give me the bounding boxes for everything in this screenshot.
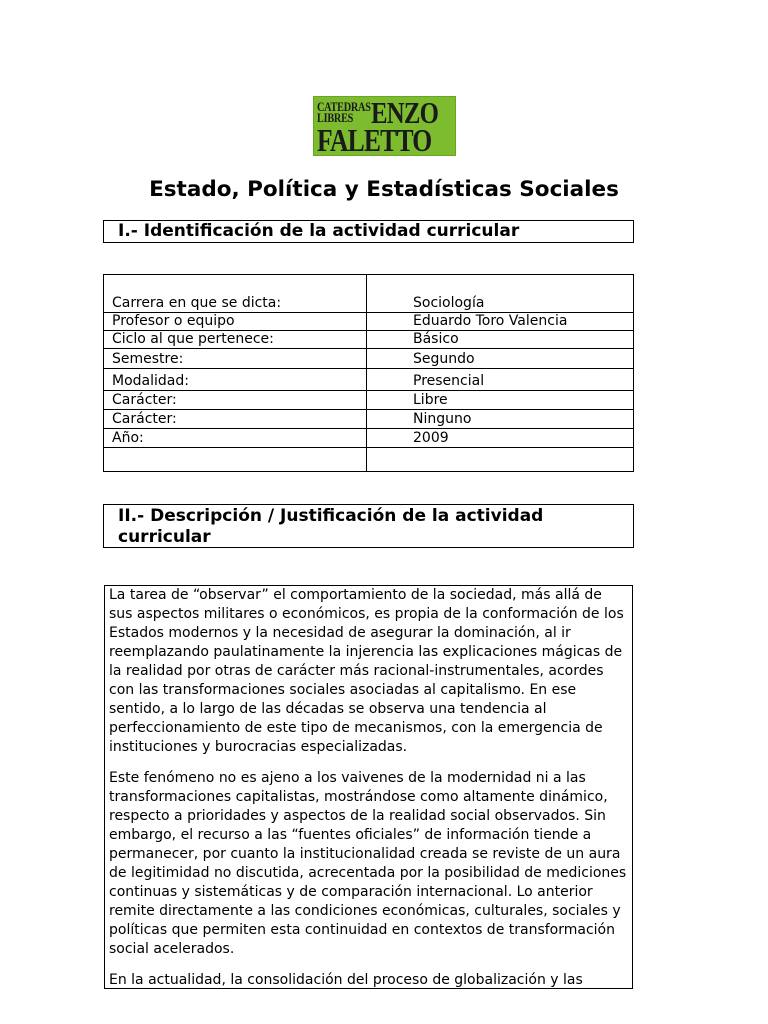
section-heading-descripcion: II.- Descripción / Justificación de la actividad curricular [103, 504, 634, 548]
row-label-profesor: Profesor o equipo [104, 313, 367, 331]
catedras-libres-enzo-faletto-logo [313, 96, 456, 156]
row-label-caracter-2: Carácter: [104, 410, 367, 429]
row-value-carrera: Sociología [367, 275, 634, 313]
table-row [104, 275, 634, 313]
logo-line-catedras: CATEDRAS [317, 100, 371, 114]
curricular-info-table [103, 274, 634, 472]
row-value-caracter: Libre [367, 391, 634, 410]
table-row [104, 410, 634, 429]
row-value-empty [367, 448, 634, 472]
description-text-box [104, 585, 633, 989]
table-row [104, 429, 634, 448]
description-paragraph-2: Este fenómeno no es ajeno a los vaivenes de la modernidad ni a las transformaciones capitalistas, mostrándose como altamente dinámico, respecto a prioridades y aspectos de la realidad social observados. Sin embargo, el recurso a las “fuentes oficiales” de información tiende a permanecer, por cuanto la institucionalidad creada se reviste de un aura de legitimidad no discutida, acrecentada por la posibilidad de mediciones continuas y sistemáticas y de comparación internacional. Lo anterior remite directamente a las condiciones económicas, culturales, sociales y políticas que permiten esta continuidad en contextos de transformación social acelerados. [109, 770, 627, 957]
logo-line-faletto: FALETTO [317, 122, 432, 158]
row-label-modalidad: Modalidad: [104, 369, 367, 391]
row-value-caracter-2: Ninguno [367, 410, 634, 429]
row-label-empty [104, 448, 367, 472]
row-value-profesor: Eduardo Toro Valencia [367, 313, 634, 331]
row-value-ano: 2009 [367, 429, 634, 448]
table-row [104, 391, 634, 410]
row-label-ciclo: Ciclo al que pertenece: [104, 331, 367, 349]
row-label-caracter: Carácter: [104, 391, 367, 410]
row-label-ano: Año: [104, 429, 367, 448]
row-value-modalidad: Presencial [367, 369, 634, 391]
row-label-semestre: Semestre: [104, 349, 367, 369]
table-row [104, 448, 634, 472]
row-value-semestre: Segundo [367, 349, 634, 369]
row-label-carrera: Carrera en que se dicta: [104, 275, 367, 313]
description-paragraph-1: La tarea de “observar” el comportamiento de la sociedad, más allá de sus aspectos militares o económicos, es propia de la conformación de los Estados modernos y la necesidad de asegurar la dominación, al ir reemplazando paulatinamente la injerencia las explicaciones mágicas de la realidad por otras de carácter más racional-instrumentales, acordes con las transformaciones sociales asociadas al capitalismo. En ese sentido, a lo largo de las décadas se observa una tendencia al perfeccionamiento de este tipo de mecanismos, con la emergencia de instituciones y burocracias especializadas. [109, 587, 624, 755]
row-value-ciclo: Básico [367, 331, 634, 349]
table-row [104, 313, 634, 331]
logo-line-enzo: ENZO [371, 95, 439, 130]
logo-line-libres: LIBRES [317, 111, 354, 125]
table-row [104, 369, 634, 391]
document-title: Estado, Política y Estadísticas Sociales [149, 177, 619, 202]
section-heading-identificacion: I.- Identificación de la actividad curricular [103, 220, 634, 243]
table-row [104, 349, 634, 369]
table-row [104, 331, 634, 349]
description-paragraph-3: En la actualidad, la consolidación del proceso de globalización y las [109, 972, 583, 988]
